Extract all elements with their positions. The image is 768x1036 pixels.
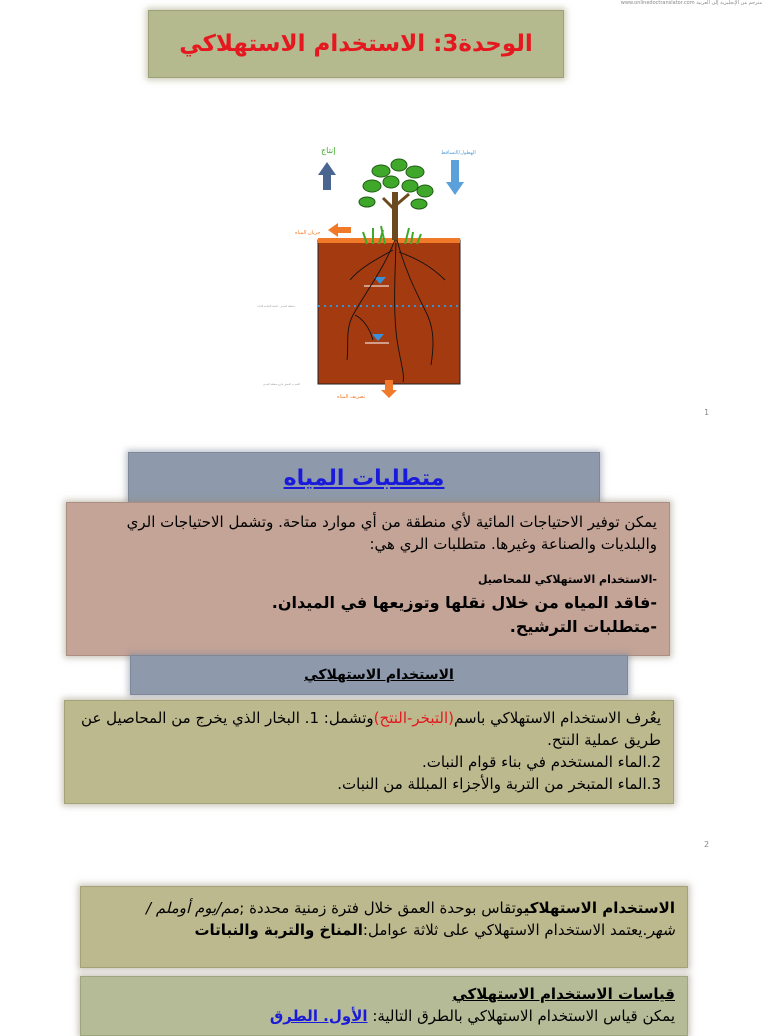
requirement-item: -الاستخدام الاستهلاكي للمحاصيل [477, 573, 657, 586]
definition-line: يعُرف الاستخدام الاستهلاكي باسم(التبخر-النتح)وتشمل: 1. البخار الذي يخرج من المحاصيل عن طريق عملية النتح. [81, 709, 661, 749]
page-number: 2 [704, 840, 710, 849]
requirement-item: -متطلبات الترشيح. [509, 617, 657, 636]
water-requirements-heading-box [128, 452, 600, 504]
measurements-heading: قياسات الاستخدام الاستهلاكي [452, 985, 675, 1003]
deep-percolation-label: التسرب العميق خارج منطقة الجذور [263, 383, 300, 386]
measurement-paragraph: الاستخدام الاستهلاكيوتقاس بوحدة العمق خلال فترة زمنية محددة ;مم/يوم أوملم /شهر.يعتمد الاستخدام الاستهلاكي على ثلاثة عوامل:المناخ والتربة والنباتات [146, 899, 675, 939]
consumptive-use-measure-body [80, 886, 688, 968]
consumptive-use-body [64, 700, 674, 804]
water-requirements-body [66, 502, 670, 656]
unit-title-box [148, 10, 564, 78]
output-arrow-icon [318, 162, 336, 190]
water-requirements-heading[interactable]: متطلبات المياه [283, 465, 445, 491]
page-number: 1 [704, 408, 710, 417]
plant-stem [392, 192, 398, 240]
input-arrow-icon [446, 160, 464, 195]
output-label: إنتاج [321, 146, 336, 155]
root-zone-label: منطقة الجذور - المياه المتاحة للنبات [257, 305, 295, 308]
measurements-text: يمكن قياس الاستخدام الاستهلاكي بالطرق التالية: الأول. الطرق [269, 1007, 675, 1025]
runoff-arrow-icon [328, 223, 351, 237]
evapotranspiration-term: (التبخر-النتح) [373, 709, 454, 727]
drainage-label: تصريف المياه [337, 394, 366, 400]
component-line: 2.الماء المستخدم في بناء قوام النبات. [422, 753, 661, 771]
measurements-body [80, 976, 688, 1036]
consumptive-use-heading: الاستخدام الاستهلاكي [304, 667, 454, 683]
soil-block [318, 240, 460, 384]
input-label: الهطول/التساقط [441, 150, 476, 156]
factors-list: المناخ والتربة والنباتات [194, 921, 363, 939]
soil-water-diagram [255, 140, 476, 405]
consumptive-use-heading-box [130, 655, 628, 695]
requirement-item: -فاقد المياه من خلال نقلها وتوزيعها في الميدان. [271, 593, 657, 612]
soil-surface [318, 238, 460, 243]
translator-watermark: www.onlinedoctranslator.com مترجم من الإنجليزية إلى العربية [620, 0, 762, 6]
component-line: 3.الماء المتبخر من التربة والأجزاء المبللة من النبات. [337, 775, 661, 793]
intro-paragraph: يمكن توفير الاحتياجات المائية لأي منطقة من أي موارد متاحة. وتشمل الاحتياجات الري والبلديات والصناعة وغيرها. متطلبات الري هي: [126, 513, 657, 553]
runoff-label: جريان المياه [295, 230, 321, 236]
unit-title: الوحدة3: الاستخدام الاستهلاكي [179, 31, 533, 57]
first-method-link[interactable]: الأول. الطرق [269, 1007, 368, 1025]
